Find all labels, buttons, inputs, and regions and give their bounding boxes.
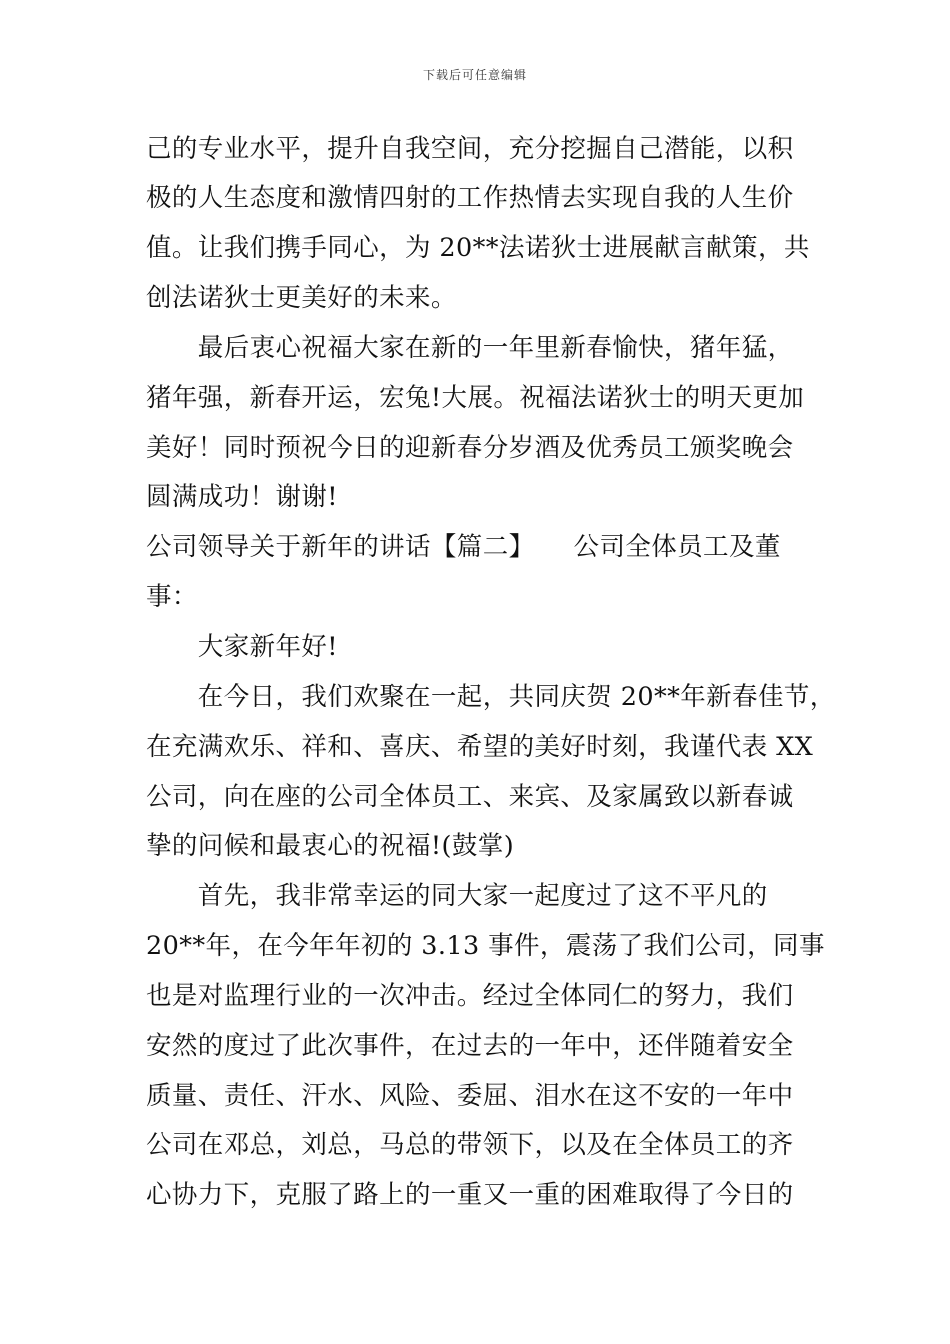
section-heading-line: 公司领导关于新年的讲话【篇二】 公司全体员工及董 (146, 532, 781, 562)
body-line: 值。让我们携手同心，为 20**法诺狄士进展献言献策，共 (146, 233, 810, 263)
body-line: 在充满欢乐、祥和、喜庆、希望的美好时刻，我谨代表 XX (146, 732, 814, 762)
body-line: 公司在邓总，刘总，马总的带领下，以及在全体员工的齐 (146, 1130, 794, 1160)
body-line: 20**年，在今年年初的 3.13 事件，震荡了我们公司，同事 (146, 931, 825, 961)
body-line: 己的专业水平，提升自我空间，充分挖掘自己潜能，以积 (146, 134, 794, 164)
body-line: 美好！同时预祝今日的迎新春分岁酒及优秀员工颁奖晚会 (146, 433, 794, 463)
body-line: 创法诺狄士更美好的未来。 (146, 283, 457, 313)
body-line: 首先，我非常幸运的同大家一起度过了这不平凡的 (146, 881, 768, 911)
page-header: 下载后可任意编辑 (422, 68, 527, 82)
body-line: 猪年强，新春开运，宏兔!大展。祝福法诺狄士的明天更加 (146, 383, 805, 413)
body-line: 在今日，我们欢聚在一起，共同庆贺 20**年新春佳节， (146, 682, 836, 712)
body-line: 也是对监理行业的一次冲击。经过全体同仁的努力，我们 (146, 981, 794, 1011)
body-line: 圆满成功！谢谢! (146, 482, 338, 512)
body-line: 极的人生态度和激情四射的工作热情去实现自我的人生价 (146, 183, 794, 213)
body-line: 最后衷心祝福大家在新的一年里新春愉快，猪年猛， (146, 333, 794, 363)
greeting-line: 大家新年好! (146, 632, 338, 662)
body-line: 质量、责任、汗水、风险、委屈、泪水在这不安的一年中 (146, 1081, 794, 1111)
body-line: 挚的问候和最衷心的祝福!(鼓掌) (146, 831, 515, 861)
body-line: 公司，向在座的公司全体员工、来宾、及家属致以新春诚 (146, 782, 794, 812)
body-line: 安然的度过了此次事件，在过去的一年中，还伴随着安全 (146, 1031, 794, 1061)
body-line: 心协力下，克服了路上的一重又一重的困难取得了今日的 (146, 1180, 794, 1210)
body-line: 事： (146, 582, 198, 612)
